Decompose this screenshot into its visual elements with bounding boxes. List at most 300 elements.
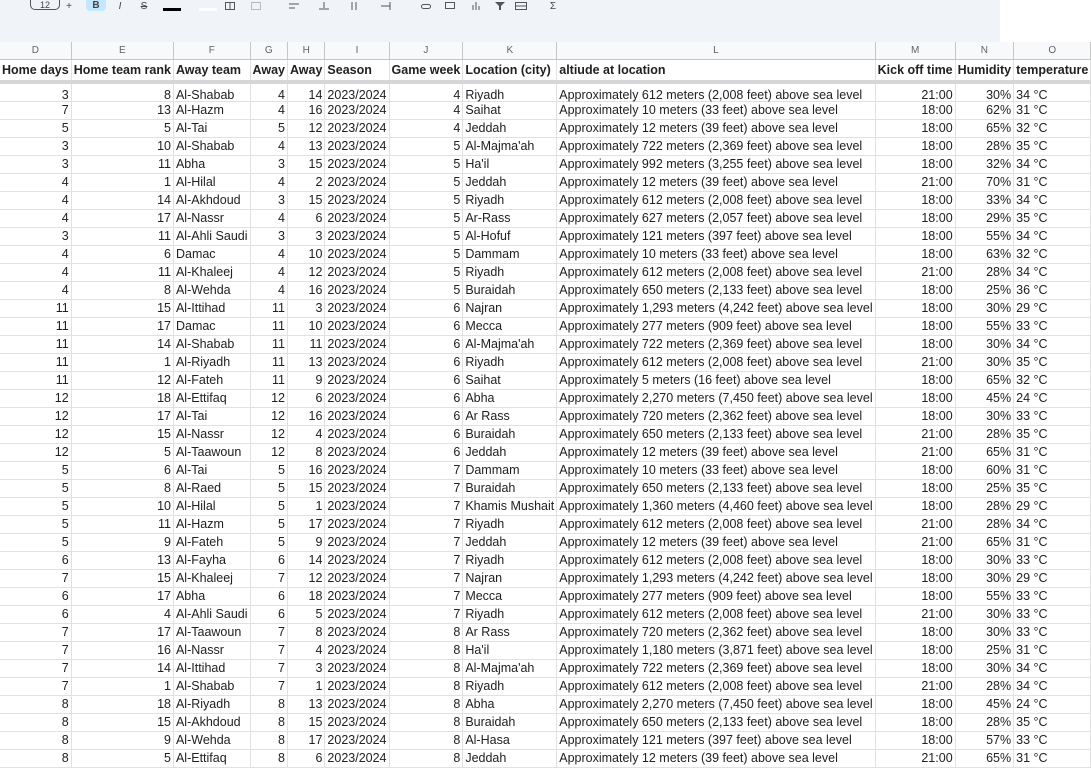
table-cell[interactable]: 5 <box>389 173 463 191</box>
table-cell[interactable]: 16 <box>287 461 324 479</box>
italic-button[interactable]: I <box>118 0 122 12</box>
table-cell[interactable]: 7 <box>250 677 287 695</box>
table-cell[interactable]: 2023/2024 <box>325 587 389 605</box>
table-cell[interactable]: 9 <box>71 533 173 551</box>
table-cell[interactable]: 9 <box>71 731 173 749</box>
table-cell[interactable]: 18:00 <box>875 461 955 479</box>
table-cell[interactable]: 18:00 <box>875 245 955 263</box>
table-cell[interactable]: 1 <box>287 497 324 515</box>
table-cell[interactable]: 6 <box>389 299 463 317</box>
table-cell[interactable]: 14 <box>71 659 173 677</box>
table-cell[interactable]: 3 <box>250 227 287 245</box>
table-cell[interactable]: 36 °C <box>1014 281 1091 299</box>
table-cell[interactable]: 11 <box>250 317 287 335</box>
table-cell[interactable]: 8 <box>250 695 287 713</box>
table-cell[interactable]: 18:00 <box>875 659 955 677</box>
table-cell[interactable]: 18:00 <box>875 155 955 173</box>
table-cell[interactable]: 45% <box>955 389 1013 407</box>
table-cell[interactable]: 2023/2024 <box>325 191 389 209</box>
table-cell[interactable]: 4 <box>0 245 71 263</box>
table-cell[interactable]: Approximately 720 meters (2,362 feet) above sea level <box>557 623 875 641</box>
table-cell[interactable]: 8 <box>389 695 463 713</box>
table-cell[interactable]: 65% <box>955 119 1013 137</box>
table-cell[interactable]: 2023/2024 <box>325 731 389 749</box>
header-cell[interactable]: Location (city) <box>463 60 557 83</box>
table-cell[interactable]: 28% <box>955 677 1013 695</box>
link-icon[interactable] <box>420 0 432 12</box>
table-cell[interactable]: Jeddah <box>463 443 557 461</box>
table-cell[interactable]: Saihat <box>463 101 557 119</box>
column-header-k[interactable]: K <box>463 42 557 60</box>
table-cell[interactable]: Al-Akhdoud <box>173 713 250 731</box>
table-cell[interactable]: 31 °C <box>1014 533 1091 551</box>
table-cell[interactable]: Al-Taawoun <box>173 443 250 461</box>
table-cell[interactable]: 15 <box>71 299 173 317</box>
table-cell[interactable]: 14 <box>287 551 324 569</box>
table-cell[interactable]: 2023/2024 <box>325 641 389 659</box>
table-cell[interactable]: Mecca <box>463 587 557 605</box>
table-cell[interactable]: 12 <box>287 569 324 587</box>
table-cell[interactable]: 7 <box>389 587 463 605</box>
table-cell[interactable]: Al-Ahli Saudi <box>173 605 250 623</box>
table-cell[interactable]: 65% <box>955 443 1013 461</box>
table-cell[interactable]: 28% <box>955 515 1013 533</box>
table-cell[interactable]: Riyadh <box>463 605 557 623</box>
table-cell[interactable]: 33% <box>955 191 1013 209</box>
table-cell[interactable]: Al-Hazm <box>173 101 250 119</box>
table-cell[interactable]: 4 <box>250 209 287 227</box>
table-cell[interactable]: Approximately 10 meters (33 feet) above sea level <box>557 461 875 479</box>
table-cell[interactable]: 11 <box>250 335 287 353</box>
table-cell[interactable]: Al-Wehda <box>173 731 250 749</box>
table-cell[interactable]: Al-Tai <box>173 407 250 425</box>
table-cell[interactable]: Riyadh <box>463 677 557 695</box>
header-cell[interactable]: Home team rank <box>71 60 173 83</box>
table-cell[interactable]: 12 <box>0 407 71 425</box>
table-cell[interactable]: 31 °C <box>1014 461 1091 479</box>
table-cell[interactable]: 6 <box>250 551 287 569</box>
table-cell[interactable]: 1 <box>71 677 173 695</box>
table-cell[interactable]: 17 <box>71 587 173 605</box>
table-cell[interactable]: Approximately 12 meters (39 feet) above sea level <box>557 173 875 191</box>
table-cell[interactable]: 21:00 <box>875 749 955 767</box>
increase-font-icon[interactable]: + <box>66 0 72 12</box>
table-cell[interactable]: 2023/2024 <box>325 713 389 731</box>
table-cell[interactable]: Approximately 1,293 meters (4,242 feet) above sea level <box>557 569 875 587</box>
table-cell[interactable]: Approximately 612 meters (2,008 feet) above sea level <box>557 677 875 695</box>
table-cell[interactable]: Approximately 650 meters (2,133 feet) above sea level <box>557 281 875 299</box>
table-cell[interactable]: Damac <box>173 245 250 263</box>
table-cell[interactable]: 7 <box>0 641 71 659</box>
table-cell[interactable]: Approximately 10 meters (33 feet) above sea level <box>557 101 875 119</box>
chart-icon[interactable] <box>470 0 482 12</box>
table-cell[interactable]: Approximately 650 meters (2,133 feet) above sea level <box>557 713 875 731</box>
table-cell[interactable]: 2023/2024 <box>325 119 389 137</box>
table-cell[interactable]: 16 <box>287 407 324 425</box>
table-cell[interactable]: 13 <box>287 695 324 713</box>
table-cell[interactable]: Approximately 992 meters (3,255 feet) above sea level <box>557 155 875 173</box>
table-cell[interactable]: Damac <box>173 317 250 335</box>
table-cell[interactable]: Al-Fayha <box>173 551 250 569</box>
table-cell[interactable]: 4 <box>250 137 287 155</box>
table-cell[interactable]: 6 <box>389 353 463 371</box>
table-cell[interactable]: 15 <box>71 425 173 443</box>
table-cell[interactable]: 8 <box>287 443 324 461</box>
table-cell[interactable]: 33 °C <box>1014 551 1091 569</box>
table-cell[interactable]: 6 <box>389 335 463 353</box>
table-cell[interactable]: 24 °C <box>1014 695 1091 713</box>
table-cell[interactable]: 30% <box>955 551 1013 569</box>
table-cell[interactable]: 18:00 <box>875 479 955 497</box>
table-cell[interactable]: 4 <box>0 173 71 191</box>
table-cell[interactable]: 35 °C <box>1014 137 1091 155</box>
header-cell[interactable]: Home days <box>0 60 71 83</box>
table-cell[interactable]: 5 <box>389 137 463 155</box>
table-cell[interactable]: Buraidah <box>463 479 557 497</box>
table-cell[interactable]: 7 <box>389 515 463 533</box>
table-cell[interactable]: Approximately 5 meters (16 feet) above sea level <box>557 371 875 389</box>
table-cell[interactable]: Al-Ittihad <box>173 659 250 677</box>
column-header-f[interactable]: F <box>173 42 250 60</box>
table-cell[interactable]: Mecca <box>463 317 557 335</box>
table-cell[interactable]: Abha <box>463 389 557 407</box>
table-cell[interactable]: 11 <box>0 371 71 389</box>
table-cell[interactable]: 30% <box>955 299 1013 317</box>
table-cell[interactable]: 2023/2024 <box>325 389 389 407</box>
table-cell[interactable]: 21:00 <box>875 263 955 281</box>
table-cell[interactable]: 5 <box>0 479 71 497</box>
table-cell[interactable]: 13 <box>287 353 324 371</box>
table-cell[interactable]: 2023/2024 <box>325 101 389 119</box>
table-cell[interactable]: 62% <box>955 101 1013 119</box>
table-cell[interactable]: 5 <box>250 515 287 533</box>
table-cell[interactable]: 3 <box>250 191 287 209</box>
column-header-o[interactable]: O <box>1014 42 1091 60</box>
table-cell[interactable]: 18:00 <box>875 497 955 515</box>
table-cell[interactable]: 4 <box>0 191 71 209</box>
table-cell[interactable]: 11 <box>250 353 287 371</box>
table-cell[interactable]: 5 <box>250 533 287 551</box>
table-cell[interactable]: 8 <box>287 623 324 641</box>
table-cell[interactable]: 21:00 <box>875 353 955 371</box>
table-cell[interactable]: 30% <box>955 335 1013 353</box>
table-cell[interactable]: Al-Hazm <box>173 515 250 533</box>
table-cell[interactable]: 29 °C <box>1014 299 1091 317</box>
table-cell[interactable]: 8 <box>0 731 71 749</box>
table-cell[interactable]: 2023/2024 <box>325 173 389 191</box>
table-cell[interactable]: Approximately 612 meters (2,008 feet) above sea level <box>557 515 875 533</box>
table-cell[interactable]: 4 <box>0 209 71 227</box>
table-cell[interactable]: Buraidah <box>463 281 557 299</box>
table-cell[interactable]: Riyadh <box>463 263 557 281</box>
table-cell[interactable]: 6 <box>287 389 324 407</box>
table-cell[interactable]: 25% <box>955 479 1013 497</box>
table-cell[interactable]: 6 <box>0 551 71 569</box>
table-cell[interactable]: 4 <box>287 641 324 659</box>
table-cell[interactable]: 5 <box>0 461 71 479</box>
table-cell[interactable]: Approximately 121 meters (397 feet) above sea level <box>557 731 875 749</box>
table-cell[interactable]: 4 <box>250 245 287 263</box>
table-cell[interactable]: 35 °C <box>1014 209 1091 227</box>
table-cell[interactable]: 21:00 <box>875 443 955 461</box>
table-cell[interactable]: 17 <box>287 515 324 533</box>
table-cell[interactable]: 33 °C <box>1014 623 1091 641</box>
table-cell[interactable]: 2023/2024 <box>325 461 389 479</box>
table-cell[interactable]: Approximately 2,270 meters (7,450 feet) above sea level <box>557 389 875 407</box>
table-cell[interactable]: 31 °C <box>1014 749 1091 767</box>
table-cell[interactable]: 2023/2024 <box>325 371 389 389</box>
table-cell[interactable]: 2023/2024 <box>325 749 389 767</box>
header-cell[interactable]: Kick off time <box>875 60 955 83</box>
table-cell[interactable]: 5 <box>250 479 287 497</box>
table-cell[interactable]: 31 °C <box>1014 101 1091 119</box>
table-cell[interactable]: Al-Nassr <box>173 425 250 443</box>
table-cell[interactable]: 7 <box>250 641 287 659</box>
table-cell[interactable]: 6 <box>71 461 173 479</box>
table-cell[interactable]: 11 <box>0 353 71 371</box>
table-cell[interactable]: 35 °C <box>1014 479 1091 497</box>
align-left-icon[interactable] <box>288 0 300 12</box>
table-cell[interactable]: 11 <box>71 263 173 281</box>
table-cell[interactable]: 21:00 <box>875 82 955 101</box>
table-cell[interactable]: 2023/2024 <box>325 335 389 353</box>
table-cell[interactable]: 8 <box>389 623 463 641</box>
table-cell[interactable]: Ar Rass <box>463 623 557 641</box>
table-cell[interactable]: 29 °C <box>1014 569 1091 587</box>
table-cell[interactable]: Al-Tai <box>173 119 250 137</box>
table-cell[interactable]: 18:00 <box>875 335 955 353</box>
table-cell[interactable]: 12 <box>287 119 324 137</box>
table-cell[interactable]: 18:00 <box>875 551 955 569</box>
table-cell[interactable]: 18:00 <box>875 317 955 335</box>
table-cell[interactable]: 5 <box>71 119 173 137</box>
table-cell[interactable]: 34 °C <box>1014 677 1091 695</box>
table-cell[interactable]: 7 <box>250 623 287 641</box>
column-header-e[interactable]: E <box>71 42 173 60</box>
table-cell[interactable]: Al-Majma'ah <box>463 137 557 155</box>
table-cell[interactable]: Approximately 2,270 meters (7,450 feet) above sea level <box>557 695 875 713</box>
table-cell[interactable]: Buraidah <box>463 713 557 731</box>
table-cell[interactable]: 5 <box>389 209 463 227</box>
table-cell[interactable]: 34 °C <box>1014 263 1091 281</box>
table-cell[interactable]: 8 <box>71 281 173 299</box>
table-cell[interactable]: 16 <box>71 641 173 659</box>
table-cell[interactable]: 35 °C <box>1014 353 1091 371</box>
table-cell[interactable]: 21:00 <box>875 515 955 533</box>
header-cell[interactable]: Away <box>287 60 324 83</box>
column-header-m[interactable]: M <box>875 42 955 60</box>
table-cell[interactable]: 7 <box>0 101 71 119</box>
table-cell[interactable]: Approximately 612 meters (2,008 feet) above sea level <box>557 353 875 371</box>
table-cell[interactable]: Al-Tai <box>173 461 250 479</box>
table-cell[interactable]: 7 <box>389 605 463 623</box>
table-cell[interactable]: Ar Rass <box>463 407 557 425</box>
table-cell[interactable]: 18:00 <box>875 209 955 227</box>
table-cell[interactable]: 12 <box>250 443 287 461</box>
column-header-l[interactable]: L <box>557 42 875 60</box>
table-cell[interactable]: 33 °C <box>1014 407 1091 425</box>
table-cell[interactable]: 11 <box>71 227 173 245</box>
vertical-align-icon[interactable] <box>318 0 330 12</box>
table-cell[interactable]: 8 <box>389 677 463 695</box>
table-cell[interactable]: Approximately 612 meters (2,008 feet) above sea level <box>557 82 875 101</box>
table-cell[interactable]: 8 <box>71 82 173 101</box>
table-cell[interactable]: 7 <box>0 623 71 641</box>
table-cell[interactable]: Al-Raed <box>173 479 250 497</box>
table-cell[interactable]: 5 <box>250 497 287 515</box>
table-cell[interactable]: Buraidah <box>463 425 557 443</box>
table-cell[interactable]: Al-Taawoun <box>173 623 250 641</box>
table-cell[interactable]: 30% <box>955 623 1013 641</box>
table-cell[interactable]: Abha <box>173 587 250 605</box>
table-cell[interactable]: 33 °C <box>1014 587 1091 605</box>
table-cell[interactable]: Al-Wehda <box>173 281 250 299</box>
header-cell[interactable]: Away team <box>173 60 250 83</box>
table-cell[interactable]: Al-Khaleej <box>173 569 250 587</box>
table-cell[interactable]: Approximately 277 meters (909 feet) above sea level <box>557 587 875 605</box>
table-cell[interactable]: 7 <box>0 569 71 587</box>
table-cell[interactable]: 8 <box>0 713 71 731</box>
table-cell[interactable]: 21:00 <box>875 677 955 695</box>
table-cell[interactable]: Al-Khaleej <box>173 263 250 281</box>
table-cell[interactable]: 4 <box>389 82 463 101</box>
table-cell[interactable]: 2023/2024 <box>325 551 389 569</box>
table-cell[interactable]: Al-Nassr <box>173 641 250 659</box>
table-cell[interactable]: 8 <box>389 749 463 767</box>
table-cell[interactable]: Jeddah <box>463 173 557 191</box>
table-cell[interactable]: 5 <box>389 245 463 263</box>
filter-icon[interactable] <box>494 0 506 12</box>
table-cell[interactable]: 6 <box>287 209 324 227</box>
table-cell[interactable]: 18 <box>287 587 324 605</box>
table-cell[interactable]: 17 <box>71 623 173 641</box>
table-cell[interactable]: Approximately 12 meters (39 feet) above sea level <box>557 119 875 137</box>
table-cell[interactable]: 7 <box>0 677 71 695</box>
table-cell[interactable]: 5 <box>389 281 463 299</box>
table-cell[interactable]: 3 <box>287 659 324 677</box>
table-cell[interactable]: Al-Riyadh <box>173 353 250 371</box>
table-cell[interactable]: 17 <box>71 407 173 425</box>
table-cell[interactable]: 28% <box>955 137 1013 155</box>
table-cell[interactable]: 8 <box>389 659 463 677</box>
table-cell[interactable]: 7 <box>389 497 463 515</box>
table-cell[interactable]: 6 <box>287 749 324 767</box>
table-cell[interactable]: 5 <box>71 749 173 767</box>
table-cell[interactable]: 55% <box>955 227 1013 245</box>
table-cell[interactable]: 3 <box>287 299 324 317</box>
table-cell[interactable]: 17 <box>287 731 324 749</box>
table-cell[interactable]: 8 <box>389 731 463 749</box>
table-cell[interactable]: 2023/2024 <box>325 353 389 371</box>
table-cell[interactable]: 57% <box>955 731 1013 749</box>
table-cell[interactable]: 18:00 <box>875 119 955 137</box>
table-cell[interactable]: 2023/2024 <box>325 209 389 227</box>
table-cell[interactable]: 32 °C <box>1014 371 1091 389</box>
table-cell[interactable]: 2023/2024 <box>325 605 389 623</box>
table-cell[interactable]: 8 <box>250 713 287 731</box>
table-cell[interactable]: 13 <box>71 101 173 119</box>
table-cell[interactable]: 8 <box>71 479 173 497</box>
table-cell[interactable]: 4 <box>250 101 287 119</box>
table-cell[interactable]: Approximately 12 meters (39 feet) above sea level <box>557 533 875 551</box>
table-cell[interactable]: Approximately 612 meters (2,008 feet) above sea level <box>557 551 875 569</box>
table-cell[interactable]: 5 <box>0 119 71 137</box>
table-cell[interactable]: Al-Akhdoud <box>173 191 250 209</box>
table-cell[interactable]: 13 <box>287 137 324 155</box>
table-cell[interactable]: Al-Ittihad <box>173 299 250 317</box>
table-cell[interactable]: Al-Shabab <box>173 137 250 155</box>
table-cell[interactable]: 10 <box>71 137 173 155</box>
table-cell[interactable]: 6 <box>250 605 287 623</box>
table-cell[interactable]: Al-Ettifaq <box>173 749 250 767</box>
table-cell[interactable]: 18:00 <box>875 389 955 407</box>
table-cell[interactable]: 18:00 <box>875 137 955 155</box>
table-cell[interactable]: Ha'il <box>463 641 557 659</box>
table-cell[interactable]: 12 <box>0 425 71 443</box>
table-cell[interactable]: 7 <box>250 659 287 677</box>
table-cell[interactable]: 18 <box>71 695 173 713</box>
table-cell[interactable]: 2023/2024 <box>325 515 389 533</box>
table-cell[interactable]: 5 <box>250 461 287 479</box>
table-cell[interactable]: 11 <box>71 515 173 533</box>
table-cell[interactable]: 32 °C <box>1014 119 1091 137</box>
table-cell[interactable]: 18:00 <box>875 101 955 119</box>
table-cell[interactable]: 14 <box>287 82 324 101</box>
column-header-d[interactable]: D <box>0 42 71 60</box>
table-cell[interactable]: 3 <box>0 82 71 101</box>
table-cell[interactable]: 4 <box>287 425 324 443</box>
table-cell[interactable]: 6 <box>389 317 463 335</box>
bold-button[interactable]: B <box>86 0 106 11</box>
table-cell[interactable]: 45% <box>955 695 1013 713</box>
table-cell[interactable]: 33 °C <box>1014 317 1091 335</box>
table-cell[interactable]: 6 <box>71 245 173 263</box>
table-cell[interactable]: 7 <box>250 569 287 587</box>
table-cell[interactable]: 6 <box>250 587 287 605</box>
table-cell[interactable]: 2023/2024 <box>325 425 389 443</box>
table-cell[interactable]: 5 <box>0 533 71 551</box>
header-cell[interactable]: Away <box>250 60 287 83</box>
table-cell[interactable]: Approximately 722 meters (2,369 feet) above sea level <box>557 137 875 155</box>
table-cell[interactable]: Al-Shabab <box>173 677 250 695</box>
table-cell[interactable]: 13 <box>71 551 173 569</box>
table-cell[interactable]: 8 <box>250 749 287 767</box>
table-cell[interactable]: 18:00 <box>875 569 955 587</box>
table-cell[interactable]: 4 <box>389 119 463 137</box>
table-cell[interactable]: Khamis Mushait <box>463 497 557 515</box>
header-cell[interactable]: Season <box>325 60 389 83</box>
table-cell[interactable]: 34 °C <box>1014 191 1091 209</box>
table-cell[interactable]: 18:00 <box>875 191 955 209</box>
table-cell[interactable]: 21:00 <box>875 173 955 191</box>
table-cell[interactable]: 1 <box>71 353 173 371</box>
table-cell[interactable]: 18:00 <box>875 695 955 713</box>
table-cell[interactable]: Approximately 612 meters (2,008 feet) above sea level <box>557 191 875 209</box>
text-wrap-icon[interactable] <box>348 0 360 12</box>
table-cell[interactable]: 6 <box>389 425 463 443</box>
table-cell[interactable]: 16 <box>287 281 324 299</box>
table-cell[interactable]: 8 <box>0 695 71 713</box>
table-cell[interactable]: 2023/2024 <box>325 245 389 263</box>
table-cell[interactable]: 34 °C <box>1014 82 1091 101</box>
table-cell[interactable]: 18:00 <box>875 371 955 389</box>
table-cell[interactable]: 9 <box>287 371 324 389</box>
table-cell[interactable]: 6 <box>389 443 463 461</box>
table-cell[interactable]: Approximately 650 meters (2,133 feet) above sea level <box>557 425 875 443</box>
column-header-j[interactable]: J <box>389 42 463 60</box>
table-cell[interactable]: 18:00 <box>875 587 955 605</box>
table-cell[interactable]: 14 <box>71 335 173 353</box>
